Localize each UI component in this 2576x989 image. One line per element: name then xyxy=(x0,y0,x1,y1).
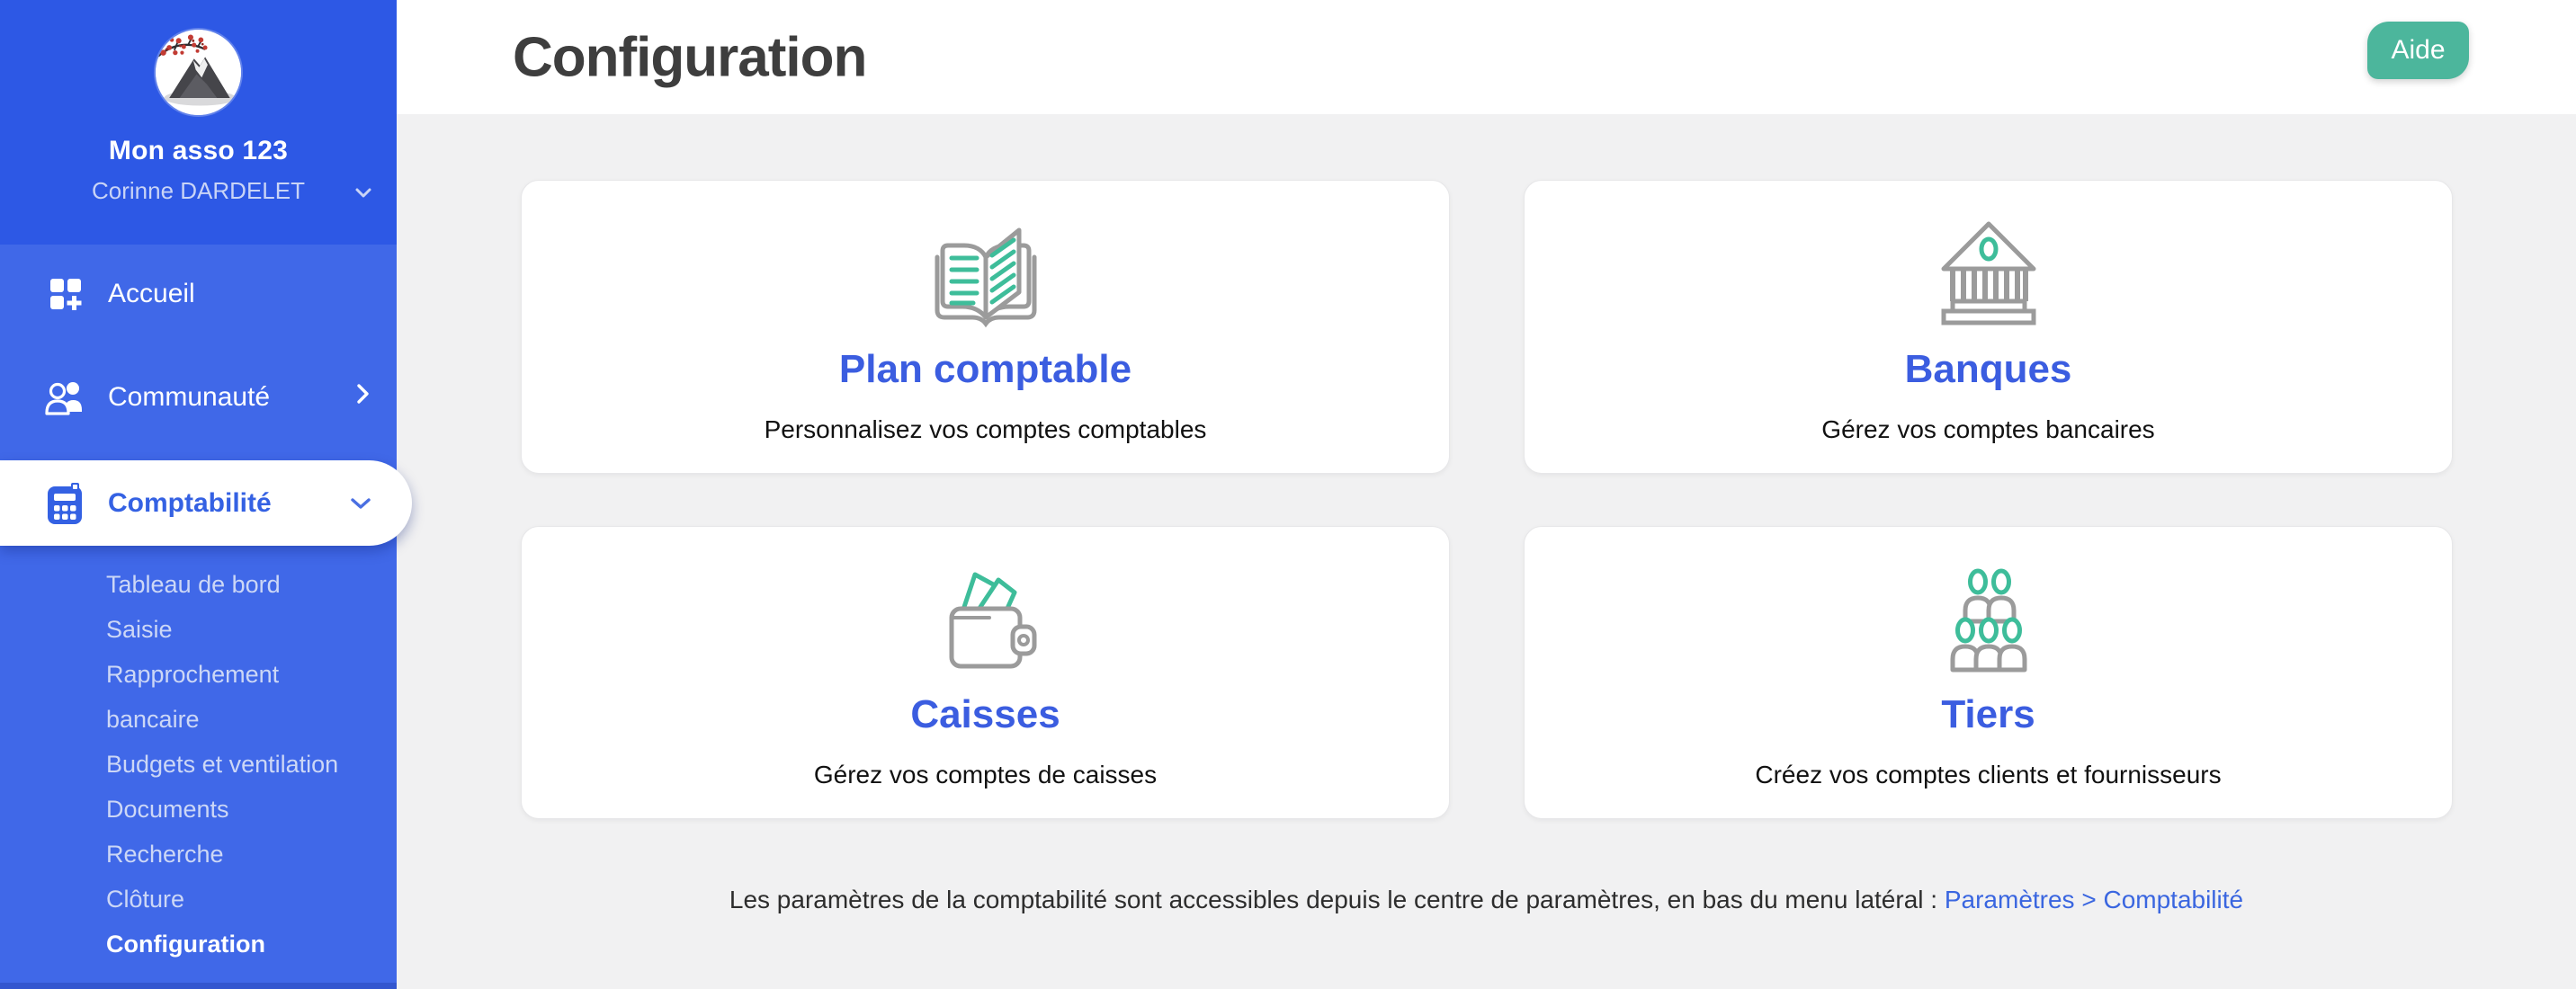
avatar-image xyxy=(156,30,241,115)
avatar xyxy=(156,30,241,115)
sidebar-item-label: Accueil xyxy=(108,279,195,308)
settings-note-link[interactable]: Paramètres > Comptabilité xyxy=(1944,886,2244,913)
submenu-item-budgets-et-ventilation[interactable]: Budgets et ventilation xyxy=(106,751,339,778)
card-title: Caisses xyxy=(910,692,1060,736)
card-caisses[interactable] xyxy=(521,526,1450,819)
card-subtitle: Personnalisez vos comptes comptables xyxy=(764,414,1207,443)
calculator-icon xyxy=(45,483,86,524)
sidebar-item-comptabilite[interactable] xyxy=(0,460,412,546)
chevron-down-icon[interactable] xyxy=(353,181,373,209)
sidebar xyxy=(0,0,397,989)
page-header xyxy=(397,0,2576,114)
card-title: Banques xyxy=(1904,346,2072,391)
sidebar-item-accueil[interactable] xyxy=(0,245,397,343)
chevron-down-icon xyxy=(349,488,372,519)
wallet-icon xyxy=(923,556,1049,682)
people-group-icon xyxy=(1926,556,2052,682)
submenu-item-recherche[interactable]: Recherche xyxy=(106,841,224,868)
card-subtitle: Gérez vos comptes bancaires xyxy=(1821,414,2155,443)
settings-note-text: Les paramètres de la comptabilité sont accessibles depuis le centre de paramètres, en bas du menu latéral : xyxy=(729,886,1945,913)
sidebar-item-label: Communauté xyxy=(108,382,271,412)
account-header[interactable] xyxy=(0,0,397,245)
submenu-item-documents[interactable]: Documents xyxy=(106,796,229,823)
user-name: Corinne DARDELET xyxy=(92,177,305,204)
card-tiers[interactable] xyxy=(1524,526,2453,819)
community-icon xyxy=(45,379,86,415)
sidebar-item-communaute[interactable] xyxy=(0,343,397,451)
submenu-item-cloture[interactable]: Clôture xyxy=(106,886,185,913)
user-row[interactable] xyxy=(0,177,397,205)
help-button[interactable]: Aide xyxy=(2367,22,2469,79)
submenu-item-tableau-de-bord[interactable]: Tableau de bord xyxy=(106,571,281,598)
submenu-item-configuration[interactable]: Configuration xyxy=(106,931,265,958)
settings-note xyxy=(397,886,2576,914)
organization-name: Mon asso 123 xyxy=(108,136,289,165)
card-plan-comptable[interactable] xyxy=(521,180,1450,474)
card-subtitle: Gérez vos comptes de caisses xyxy=(813,761,1158,789)
comptabilite-submenu xyxy=(0,546,397,967)
open-book-icon xyxy=(923,210,1049,336)
main-content xyxy=(397,114,2576,989)
main-menu xyxy=(0,245,397,967)
submenu-item-saisie[interactable]: Saisie xyxy=(106,616,173,643)
bank-icon xyxy=(1926,210,2052,336)
dashboard-icon xyxy=(45,278,86,310)
card-title: Tiers xyxy=(1941,692,2035,736)
submenu-item-rapprochement-bancaire[interactable]: Rapprochement bancaire xyxy=(106,661,280,733)
sidebar-item-label: Comptabilité xyxy=(108,487,272,518)
card-subtitle: Créez vos comptes clients et fournisseurs xyxy=(1755,761,2222,789)
card-banques[interactable] xyxy=(1524,180,2453,474)
page-title: Configuration xyxy=(513,26,867,88)
chevron-right-icon xyxy=(355,382,371,413)
card-title: Plan comptable xyxy=(838,346,1132,391)
